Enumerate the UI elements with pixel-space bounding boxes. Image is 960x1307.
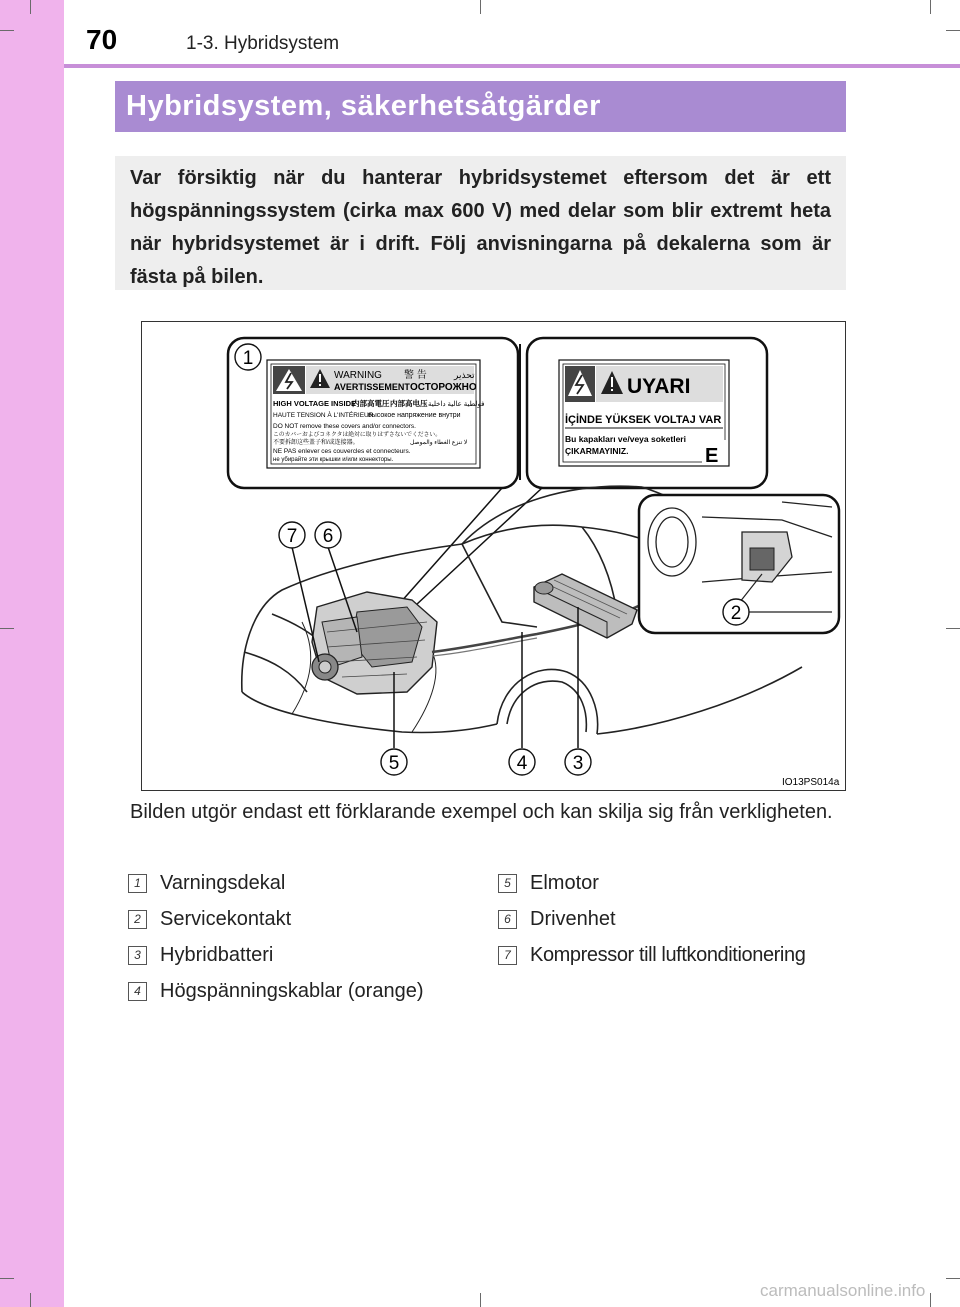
label-text: HIGH VOLTAGE INSIDE [273, 399, 357, 408]
legend-label: Kompressor till luftkonditionering [530, 944, 806, 966]
crop-mark [930, 1293, 931, 1307]
label-text: UYARI [627, 375, 691, 398]
crop-mark [946, 1278, 960, 1279]
legend-label: Hybridbatteri [160, 944, 274, 966]
svg-text:1: 1 [242, 348, 254, 369]
figure [141, 321, 846, 791]
side-band [0, 0, 64, 1307]
legend-number: 1 [128, 874, 147, 893]
crop-mark [480, 1293, 481, 1307]
callout-5 [381, 749, 407, 775]
label-text: このカバーおよびコネクタは絶対に取りはずさないでください。 [273, 432, 441, 438]
svg-text:4: 4 [516, 753, 528, 774]
label-text: 警 告 [404, 370, 427, 381]
label-text: высокое напряжение внутри [368, 412, 461, 419]
label-text: İÇİNDE YÜKSEK VOLTAJ VAR [565, 414, 722, 426]
figure-caption: Bilden utgör endast ett förklarande exempel och kan skilja sig från verkligheten. [130, 801, 833, 823]
svg-text:6: 6 [322, 526, 334, 547]
label-text: فولطية عالية داخلية [428, 401, 485, 408]
callout-7 [279, 522, 305, 548]
legend-label: Högspänningskablar (orange) [160, 980, 424, 1002]
legend-label: Varningsdekal [160, 872, 286, 894]
callout-1 [235, 344, 261, 370]
label-text: 内部高电压 [390, 399, 428, 408]
legend-number: 6 [498, 910, 517, 929]
callout-4 [509, 749, 535, 775]
label-text: ÇIKARMAYINIZ. [565, 446, 629, 456]
crop-mark [30, 1293, 31, 1307]
crop-mark [480, 0, 481, 14]
label-text: DO NOT remove these covers and/or connectors. [273, 423, 416, 430]
label-text: تحذير [454, 370, 475, 380]
label-text: NE PAS enlever ces couvercles et connecteurs. [273, 448, 411, 455]
legend-label: Servicekontakt [160, 908, 292, 930]
service-plug [750, 548, 774, 570]
warning-box [115, 156, 846, 290]
label-text: AVERTISSEMENT [334, 382, 410, 392]
label-text: Bu kapakları ve/veya soketleri [565, 434, 686, 444]
warning-text: Var försiktig när du hanterar hybridsystemet eftersom det är ett högspänningssystem (cirka max 600 V) med delar som blir extremt heta när hybridsystemet är i drift. Följ anvisningarna på dekalerna som är fästa på bilen. [130, 167, 831, 288]
crop-mark [0, 628, 14, 629]
svg-text:5: 5 [388, 753, 400, 774]
legend-number: 3 [128, 946, 147, 965]
label-text: ОСТОРОЖНО [410, 382, 477, 393]
legend-number: 7 [498, 946, 517, 965]
callout-6 [315, 522, 341, 548]
legend-number: 5 [498, 874, 517, 893]
label-text: не убирайте эти крышки и/или коннекторы. [273, 457, 394, 463]
svg-text:7: 7 [286, 526, 298, 547]
header-rule [64, 64, 960, 68]
label-text: HAUTE TENSION À L'INTÉRIEUR [273, 412, 374, 419]
crop-mark [946, 628, 960, 629]
page-number: 70 [86, 24, 118, 55]
figure-code: IO13PS014a [782, 777, 840, 788]
hybrid-system-illustration [142, 322, 845, 790]
svg-text:3: 3 [572, 753, 584, 774]
crop-mark [30, 0, 31, 14]
svg-text:2: 2 [730, 603, 742, 624]
crop-mark [946, 30, 960, 31]
page-title: Hybridsystem, säkerhetsåtgärder [115, 81, 846, 132]
legend-label: Drivenhet [530, 908, 616, 930]
label-text: 不要拆卸这些盖子和/或连接器。 [273, 440, 359, 446]
label-text: E [705, 445, 719, 467]
crop-mark [0, 30, 14, 31]
section-label: 1-3. Hybridsystem [186, 33, 340, 54]
callout-2 [723, 599, 749, 625]
legend-number: 2 [128, 910, 147, 929]
hybrid-battery [534, 574, 637, 638]
label-text: 内部高電圧 [352, 399, 390, 408]
label-text: WARNING [334, 370, 382, 381]
crop-mark [930, 0, 931, 14]
watermark: carmanualsonline.info [760, 1281, 926, 1300]
legend-label: Elmotor [530, 872, 599, 894]
legend-number: 4 [128, 982, 147, 1001]
crop-mark [0, 1278, 14, 1279]
label-text: لا تنزع الغطاء والموصل [410, 440, 468, 446]
callout-3 [565, 749, 591, 775]
